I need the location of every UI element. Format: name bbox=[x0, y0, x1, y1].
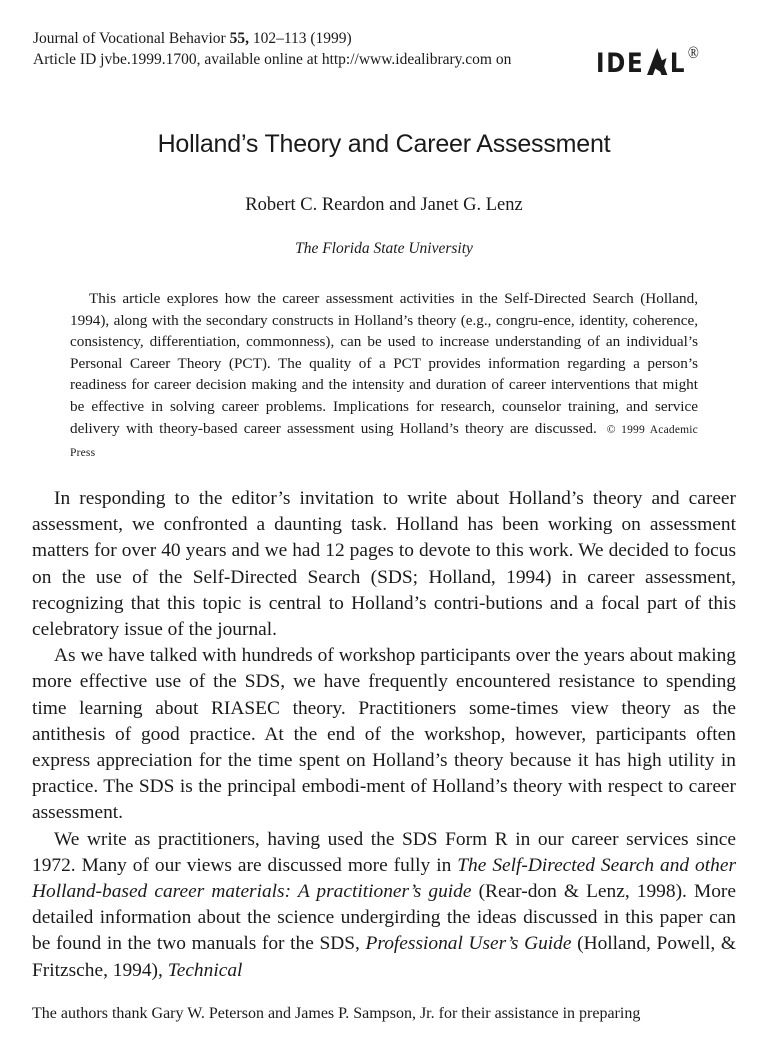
book-title-practitioners-guide: The Self-Directed Search and other Holland-based career materials: A practitioner’s guide bbox=[32, 854, 736, 903]
body-paragraph-1: In responding to the editor’s invitation to write about Holland’s theory and career assessment, we confronted a daunting task. Holland has been working on assessment matters for over 40 years and we had 12 pages to devote to this work. We decided to focus on the use of the Self-Directed Search (SDS; Holland, 1994) in career assessment, recognizing that this topic is central to Holland’s contri-butions and a focal part of this celebratory issue of the journal. bbox=[32, 488, 736, 641]
author-affiliation: The Florida State University bbox=[295, 240, 473, 257]
journal-citation bbox=[33, 28, 511, 49]
ideal-a-icon bbox=[645, 46, 669, 76]
registered-mark: ® bbox=[687, 43, 701, 62]
abstract-paragraph bbox=[70, 288, 698, 465]
ideal-logo bbox=[596, 38, 701, 79]
journal-header bbox=[33, 28, 511, 70]
logo-text-right: L bbox=[669, 48, 687, 79]
p3-text-technical: Technical bbox=[167, 959, 243, 981]
logo-text-left: IDE bbox=[596, 48, 645, 79]
p3-text-a: We write as practitioners, having used the SDS Form R in our career services since 1972. Many of our views are discussed more fully in bbox=[32, 828, 736, 876]
p3-text-c: (Rear-don & Lenz, 1998). More detailed information about the science undergirding the ideas discussed in this paper can be found in the two manuals for the SDS, bbox=[32, 881, 736, 955]
journal-name: Journal of Vocational Behavior bbox=[33, 30, 230, 47]
abstract-text: This article explores how the career assessment activities in the Self-Directed Search (Holland, 1994), along with the secondary constructs in Holland’s theory (e.g., congru-ence, identity, coherence, consistency, differentiation, commonness), can be used to increase understanding of an individual’s Personal Career Theory (PCT). The quality of a PCT provides information regarding a person’s readiness for career decision making and the intensity and duration of career interventions that might be effective in solving career problems. Implications for research, counselor training, and service delivery with theory-based career assessment using Holland’s theory are discussed. bbox=[70, 290, 698, 437]
footnote-text: The authors thank Gary W. Peterson and James P. Sampson, Jr. for their assistance in preparing bbox=[32, 1005, 641, 1022]
article-body bbox=[32, 486, 736, 984]
book-title-professional-users-guide: Professional User’s Guide bbox=[365, 933, 572, 955]
copyright-notice: © 1999 Academic Press bbox=[70, 423, 698, 460]
body-paragraph-2: As we have talked with hundreds of workshop participants over the years about making more effective use of the SDS, we have frequently encountered resistance to spending time learning about RIASEC theory. Practitioners some-times view theory as the antithesis of good practice. At the end of the workshop, however, participants often express appreciation for the time spent on Holland’s theory because it has high utility in practice. The SDS is the principal embodi-ment of Holland’s theory with respect to career assessment. bbox=[32, 645, 736, 824]
p3-text-e: (Holland, Powell, & Fritzsche, 1994), bbox=[32, 933, 736, 981]
article-authors: Robert C. Reardon and Janet G. Lenz bbox=[245, 195, 523, 215]
footnote-fragment bbox=[32, 1005, 736, 1024]
journal-pages-year: 102–113 (1999) bbox=[248, 30, 352, 47]
article-id-line: Article ID jvbe.1999.1700, available online at http://www.idealibrary.com on bbox=[33, 51, 512, 68]
journal-volume: 55, bbox=[229, 30, 249, 47]
body-paragraph-3 bbox=[32, 827, 736, 984]
article-title: Holland’s Theory and Career Assessment bbox=[157, 130, 611, 158]
abstract bbox=[70, 288, 698, 465]
